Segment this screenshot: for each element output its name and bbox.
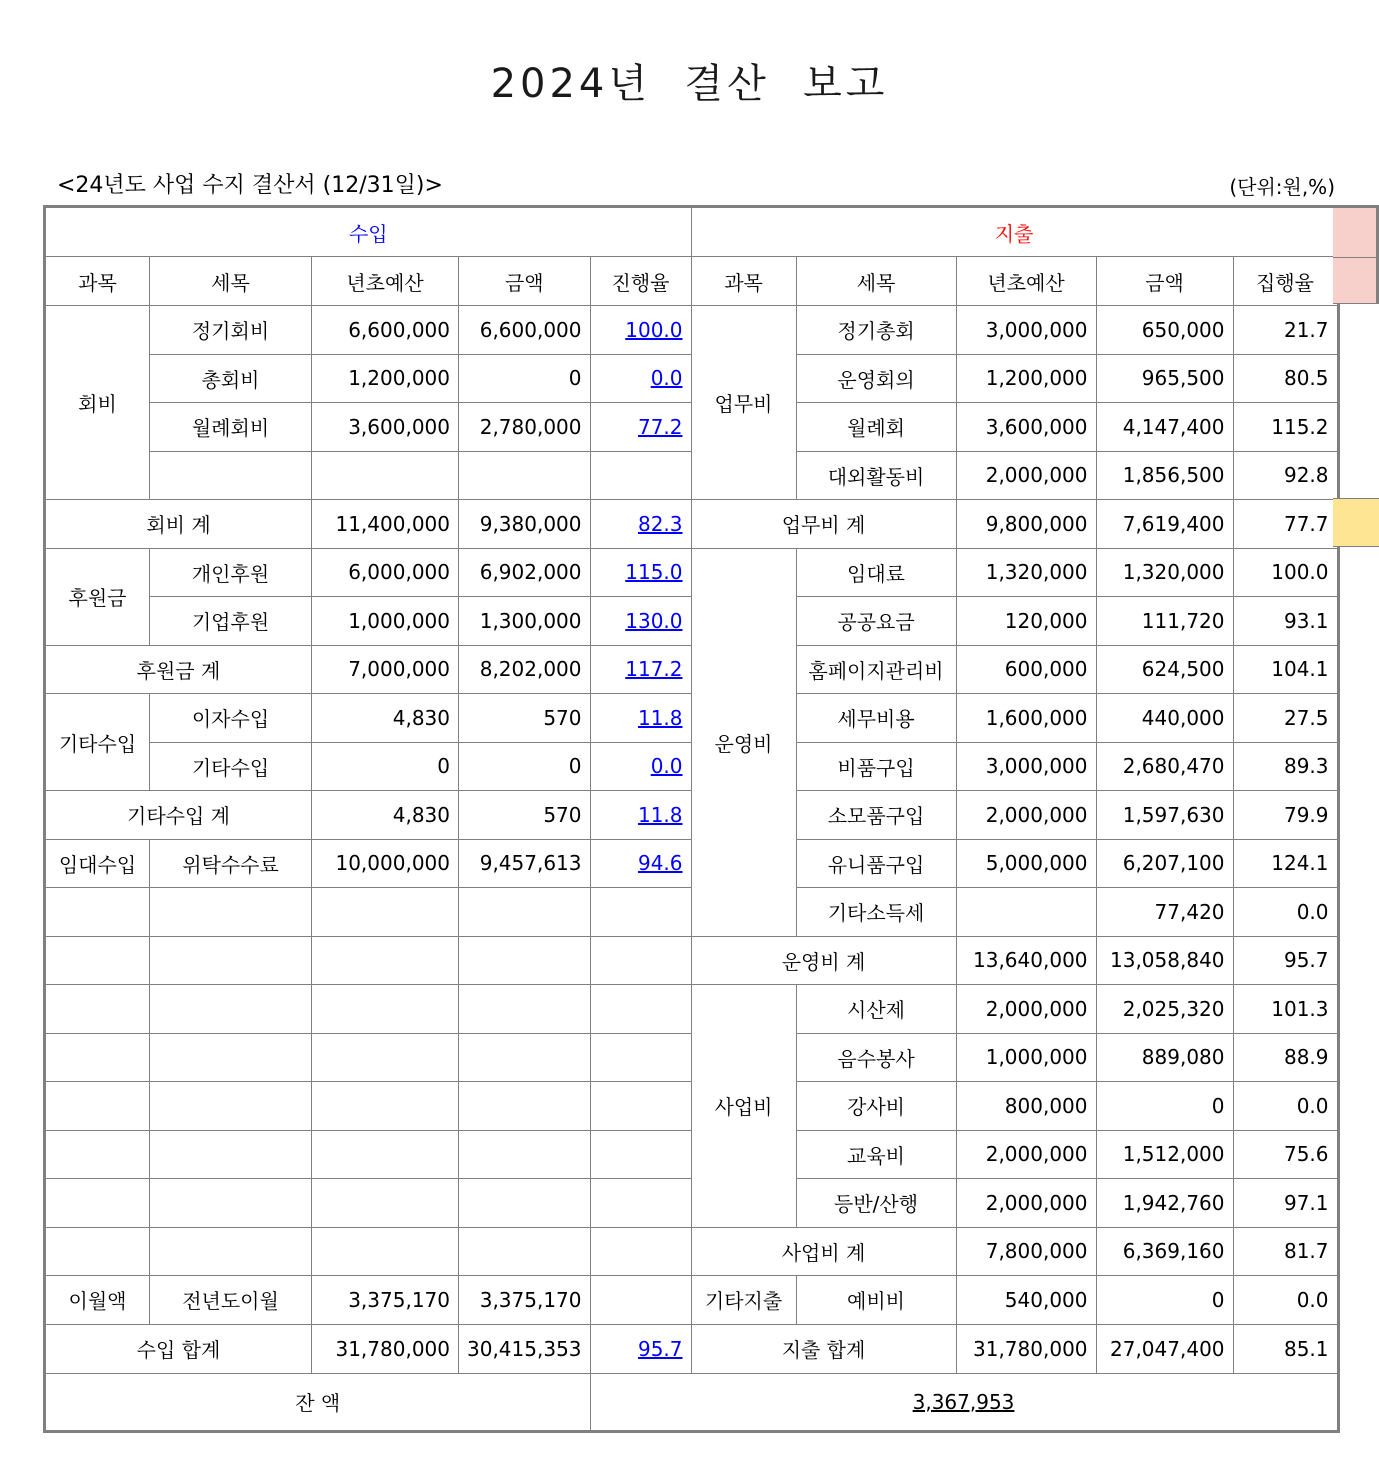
table-cell: 650,000 bbox=[1096, 306, 1233, 355]
table-cell: 소모품구입 bbox=[796, 791, 956, 840]
table-cell: 0.0 bbox=[1233, 888, 1338, 937]
table-cell bbox=[590, 451, 691, 500]
table-cell bbox=[312, 1082, 459, 1131]
progress-link[interactable]: 77.2 bbox=[590, 403, 691, 452]
expense-header-overflow bbox=[1333, 205, 1379, 304]
table-cell: 6,600,000 bbox=[459, 306, 591, 355]
table-cell: 85.1 bbox=[1233, 1324, 1338, 1373]
table-cell: 3,000,000 bbox=[956, 306, 1096, 355]
income-section-header: 수입 bbox=[45, 207, 692, 257]
table-cell: 93.1 bbox=[1233, 597, 1338, 646]
table-cell: 1,320,000 bbox=[1096, 548, 1233, 597]
table-cell bbox=[150, 1130, 312, 1179]
table-cell: 1,600,000 bbox=[956, 694, 1096, 743]
table-cell bbox=[590, 1130, 691, 1179]
table-cell: 100.0 bbox=[1233, 548, 1338, 597]
table-cell bbox=[150, 936, 312, 985]
table-cell: 30,415,353 bbox=[459, 1324, 591, 1373]
table-cell: 13,640,000 bbox=[956, 936, 1096, 985]
col-header: 금액 bbox=[1096, 257, 1233, 306]
progress-link[interactable]: 82.3 bbox=[590, 500, 691, 549]
table-cell: 개인후원 bbox=[150, 548, 312, 597]
col-header: 금액 bbox=[459, 257, 591, 306]
table-cell bbox=[150, 1227, 312, 1276]
progress-link[interactable]: 130.0 bbox=[590, 597, 691, 646]
table-cell bbox=[150, 888, 312, 937]
category-cell: 회비 bbox=[45, 306, 150, 500]
table-row bbox=[45, 548, 1339, 597]
table-cell bbox=[45, 1227, 150, 1276]
table-cell bbox=[590, 1082, 691, 1131]
table-cell: 540,000 bbox=[956, 1276, 1096, 1325]
table-cell bbox=[459, 451, 591, 500]
table-cell bbox=[150, 985, 312, 1034]
table-cell bbox=[590, 1033, 691, 1082]
table-cell: 570 bbox=[459, 694, 591, 743]
table-cell: 6,369,160 bbox=[1096, 1227, 1233, 1276]
table-cell: 101.3 bbox=[1233, 985, 1338, 1034]
table-cell bbox=[590, 1179, 691, 1228]
table-cell: 89.3 bbox=[1233, 742, 1338, 791]
table-cell: 강사비 bbox=[796, 1082, 956, 1131]
progress-link[interactable]: 0.0 bbox=[590, 354, 691, 403]
table-cell bbox=[312, 1130, 459, 1179]
table-cell: 이자수입 bbox=[150, 694, 312, 743]
table-cell: 77,420 bbox=[1096, 888, 1233, 937]
table-cell: 0 bbox=[1096, 1082, 1233, 1131]
table-cell: 임대료 bbox=[796, 548, 956, 597]
table-row bbox=[45, 985, 1339, 1034]
table-cell: 31,780,000 bbox=[312, 1324, 459, 1373]
table-cell: 13,058,840 bbox=[1096, 936, 1233, 985]
table-cell bbox=[312, 888, 459, 937]
table-cell: 1,512,000 bbox=[1096, 1130, 1233, 1179]
table-cell: 80.5 bbox=[1233, 354, 1338, 403]
expense-total-label: 지출 합계 bbox=[691, 1324, 956, 1373]
table-cell: 0 bbox=[459, 354, 591, 403]
table-cell: 2,000,000 bbox=[956, 1130, 1096, 1179]
table-row bbox=[45, 500, 1339, 549]
table-cell: 기업후원 bbox=[150, 597, 312, 646]
table-cell: 1,000,000 bbox=[312, 597, 459, 646]
table-row bbox=[45, 1324, 1339, 1373]
table-cell: 음수봉사 bbox=[796, 1033, 956, 1082]
category-cell: 기타지출 bbox=[691, 1276, 796, 1325]
table-cell: 8,202,000 bbox=[459, 645, 591, 694]
table-cell: 0 bbox=[1096, 1276, 1233, 1325]
progress-link[interactable]: 117.2 bbox=[590, 645, 691, 694]
table-cell: 77.7 bbox=[1233, 500, 1338, 549]
table-cell: 정기회비 bbox=[150, 306, 312, 355]
table-cell: 9,380,000 bbox=[459, 500, 591, 549]
table-cell: 3,600,000 bbox=[956, 403, 1096, 452]
table-cell bbox=[312, 451, 459, 500]
table-cell: 1,320,000 bbox=[956, 548, 1096, 597]
table-cell: 889,080 bbox=[1096, 1033, 1233, 1082]
table-cell bbox=[459, 1082, 591, 1131]
table-cell bbox=[590, 936, 691, 985]
progress-link[interactable]: 95.7 bbox=[590, 1324, 691, 1373]
table-cell: 440,000 bbox=[1096, 694, 1233, 743]
table-cell: 6,000,000 bbox=[312, 548, 459, 597]
table-row bbox=[45, 1276, 1339, 1325]
category-cell: 사업비 bbox=[691, 985, 796, 1228]
expense-header-overflow-top bbox=[1333, 208, 1376, 258]
table-cell: 124.1 bbox=[1233, 839, 1338, 888]
table-cell: 총회비 bbox=[150, 354, 312, 403]
table-cell bbox=[312, 1033, 459, 1082]
category-cell: 운영비 bbox=[691, 548, 796, 936]
table-cell: 2,000,000 bbox=[956, 1179, 1096, 1228]
table-cell: 6,600,000 bbox=[312, 306, 459, 355]
table-row bbox=[45, 936, 1339, 985]
progress-link[interactable]: 100.0 bbox=[590, 306, 691, 355]
table-cell: 27,047,400 bbox=[1096, 1324, 1233, 1373]
table-cell: 104.1 bbox=[1233, 645, 1338, 694]
table-cell: 95.7 bbox=[1233, 936, 1338, 985]
progress-link[interactable]: 11.8 bbox=[590, 791, 691, 840]
table-cell: 9,457,613 bbox=[459, 839, 591, 888]
table-cell bbox=[45, 1082, 150, 1131]
report-title: 2024년 결산 보고 bbox=[490, 61, 889, 107]
progress-link[interactable]: 11.8 bbox=[590, 694, 691, 743]
table-cell: 81.7 bbox=[1233, 1227, 1338, 1276]
table-cell: 27.5 bbox=[1233, 694, 1338, 743]
table-cell: 교육비 bbox=[796, 1130, 956, 1179]
table-cell bbox=[45, 985, 150, 1034]
category-cell: 이월액 bbox=[45, 1276, 150, 1325]
table-cell: 3,000,000 bbox=[956, 742, 1096, 791]
balance-value: 3,367,953 bbox=[590, 1373, 1338, 1431]
expense-section-header: 지출 bbox=[691, 207, 1338, 257]
progress-link[interactable]: 115.0 bbox=[590, 548, 691, 597]
table-cell: 31,780,000 bbox=[956, 1324, 1096, 1373]
settlement-table bbox=[43, 205, 1340, 1433]
unit-note: (단위:원,%) bbox=[1229, 175, 1335, 199]
table-cell: 9,800,000 bbox=[956, 500, 1096, 549]
table-cell: 2,000,000 bbox=[956, 791, 1096, 840]
progress-link[interactable]: 94.6 bbox=[590, 839, 691, 888]
table-cell bbox=[459, 1033, 591, 1082]
table-cell bbox=[459, 1179, 591, 1228]
subtotal-label: 회비 계 bbox=[45, 500, 312, 549]
table-cell: 120,000 bbox=[956, 597, 1096, 646]
table-cell bbox=[459, 1130, 591, 1179]
table-cell bbox=[312, 936, 459, 985]
table-cell: 75.6 bbox=[1233, 1130, 1338, 1179]
table-cell: 2,000,000 bbox=[956, 451, 1096, 500]
table-cell: 1,856,500 bbox=[1096, 451, 1233, 500]
income-total-label: 수입 합계 bbox=[45, 1324, 312, 1373]
table-cell: 공공요금 bbox=[796, 597, 956, 646]
table-cell: 월례회 bbox=[796, 403, 956, 452]
table-cell: 0 bbox=[459, 742, 591, 791]
subtotal-label: 사업비 계 bbox=[691, 1227, 956, 1276]
table-cell: 79.9 bbox=[1233, 791, 1338, 840]
table-cell bbox=[459, 888, 591, 937]
progress-link[interactable]: 0.0 bbox=[590, 742, 691, 791]
table-cell bbox=[45, 1179, 150, 1228]
table-cell: 시산제 bbox=[796, 985, 956, 1034]
subtotal-label: 운영비 계 bbox=[691, 936, 956, 985]
table-cell: 0 bbox=[312, 742, 459, 791]
table-cell: 운영회의 bbox=[796, 354, 956, 403]
table-cell bbox=[45, 936, 150, 985]
table-cell: 1,597,630 bbox=[1096, 791, 1233, 840]
table-cell bbox=[590, 1276, 691, 1325]
table-cell: 2,680,470 bbox=[1096, 742, 1233, 791]
table-cell: 5,000,000 bbox=[956, 839, 1096, 888]
table-cell bbox=[45, 888, 150, 937]
subtotal-label: 기타수입 계 bbox=[45, 791, 312, 840]
table-cell: 0.0 bbox=[1233, 1082, 1338, 1131]
col-header: 년초예산 bbox=[312, 257, 459, 306]
table-cell bbox=[590, 888, 691, 937]
table-cell bbox=[459, 985, 591, 1034]
table-cell bbox=[312, 1227, 459, 1276]
category-cell: 기타수입 bbox=[45, 694, 150, 791]
table-cell: 유니품구입 bbox=[796, 839, 956, 888]
table-cell bbox=[590, 985, 691, 1034]
table-cell: 정기총회 bbox=[796, 306, 956, 355]
table-cell: 10,000,000 bbox=[312, 839, 459, 888]
table-cell: 3,600,000 bbox=[312, 403, 459, 452]
table-cell bbox=[312, 1179, 459, 1228]
col-header: 과목 bbox=[691, 257, 796, 306]
col-header: 세목 bbox=[150, 257, 312, 306]
table-cell: 3,375,170 bbox=[312, 1276, 459, 1325]
subtotal-row-overflow bbox=[1333, 498, 1379, 547]
table-cell: 1,300,000 bbox=[459, 597, 591, 646]
table-cell: 등반/산행 bbox=[796, 1179, 956, 1228]
table-cell: 대외활동비 bbox=[796, 451, 956, 500]
table-cell: 홈페이지관리비 bbox=[796, 645, 956, 694]
table-cell: 2,025,320 bbox=[1096, 985, 1233, 1034]
col-header: 세목 bbox=[796, 257, 956, 306]
table-cell: 1,000,000 bbox=[956, 1033, 1096, 1082]
table-cell: 기타소득세 bbox=[796, 888, 956, 937]
table-cell: 비품구입 bbox=[796, 742, 956, 791]
subtotal-label: 업무비 계 bbox=[691, 500, 956, 549]
table-cell: 570 bbox=[459, 791, 591, 840]
table-cell: 965,500 bbox=[1096, 354, 1233, 403]
table-cell: 800,000 bbox=[956, 1082, 1096, 1131]
table-row bbox=[45, 257, 1339, 306]
table-cell: 11,400,000 bbox=[312, 500, 459, 549]
table-cell: 624,500 bbox=[1096, 645, 1233, 694]
table-cell: 1,200,000 bbox=[312, 354, 459, 403]
table-cell: 월례회비 bbox=[150, 403, 312, 452]
category-cell: 임대수입 bbox=[45, 839, 150, 888]
table-cell: 2,000,000 bbox=[956, 985, 1096, 1034]
table-cell: 88.9 bbox=[1233, 1033, 1338, 1082]
table-cell: 3,375,170 bbox=[459, 1276, 591, 1325]
report-subtitle: <24년도 사업 수지 결산서 (12/31일)> bbox=[57, 173, 443, 198]
table-cell: 위탁수수료 bbox=[150, 839, 312, 888]
table-cell: 600,000 bbox=[956, 645, 1096, 694]
table-cell: 7,000,000 bbox=[312, 645, 459, 694]
table-cell: 6,902,000 bbox=[459, 548, 591, 597]
table-cell: 6,207,100 bbox=[1096, 839, 1233, 888]
table-cell: 0.0 bbox=[1233, 1276, 1338, 1325]
table-cell: 115.2 bbox=[1233, 403, 1338, 452]
table-cell: 4,147,400 bbox=[1096, 403, 1233, 452]
col-header: 과목 bbox=[45, 257, 150, 306]
table-cell bbox=[150, 1179, 312, 1228]
table-cell: 1,942,760 bbox=[1096, 1179, 1233, 1228]
table-cell: 7,800,000 bbox=[956, 1227, 1096, 1276]
table-cell: 세무비용 bbox=[796, 694, 956, 743]
table-cell: 4,830 bbox=[312, 791, 459, 840]
table-cell bbox=[956, 888, 1096, 937]
col-header: 집행율 bbox=[1233, 257, 1338, 306]
table-cell: 111,720 bbox=[1096, 597, 1233, 646]
table-row bbox=[45, 207, 1339, 257]
table-row bbox=[45, 1373, 1339, 1431]
table-cell: 2,780,000 bbox=[459, 403, 591, 452]
col-header: 진행율 bbox=[590, 257, 691, 306]
col-header: 년초예산 bbox=[956, 257, 1096, 306]
table-cell bbox=[459, 1227, 591, 1276]
table-cell bbox=[150, 1033, 312, 1082]
table-cell: 예비비 bbox=[796, 1276, 956, 1325]
table-cell: 7,619,400 bbox=[1096, 500, 1233, 549]
table-cell bbox=[312, 985, 459, 1034]
table-cell bbox=[590, 1227, 691, 1276]
table-cell bbox=[150, 451, 312, 500]
category-cell: 업무비 bbox=[691, 306, 796, 500]
table-cell: 1,200,000 bbox=[956, 354, 1096, 403]
subtotal-label: 후원금 계 bbox=[45, 645, 312, 694]
table-cell: 92.8 bbox=[1233, 451, 1338, 500]
table-cell bbox=[150, 1082, 312, 1131]
table-cell bbox=[459, 936, 591, 985]
table-cell: 전년도이월 bbox=[150, 1276, 312, 1325]
table-cell bbox=[45, 1130, 150, 1179]
category-cell: 후원금 bbox=[45, 548, 150, 645]
table-cell: 21.7 bbox=[1233, 306, 1338, 355]
table-row bbox=[45, 306, 1339, 355]
table-cell: 4,830 bbox=[312, 694, 459, 743]
table-cell bbox=[45, 1033, 150, 1082]
table-cell: 97.1 bbox=[1233, 1179, 1338, 1228]
table-row bbox=[45, 1227, 1339, 1276]
table-cell: 기타수입 bbox=[150, 742, 312, 791]
balance-label: 잔 액 bbox=[45, 1373, 591, 1431]
